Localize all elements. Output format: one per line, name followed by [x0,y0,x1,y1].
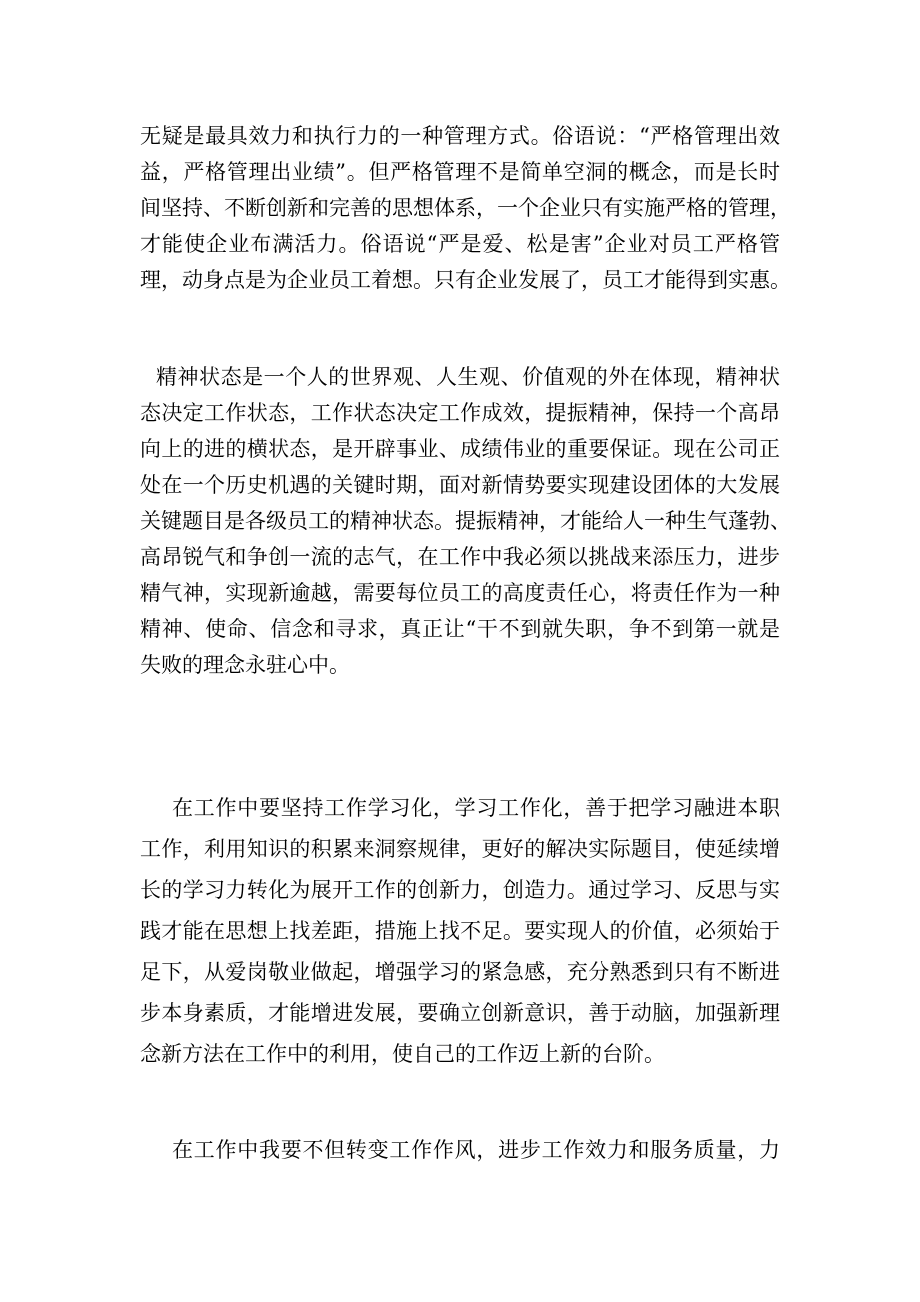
paragraph-1 [140,122,791,295]
paragraph-3 [140,794,780,1069]
paragraph-3-line: 践才能在思想上找差距，措施上找不足。要实现人的价值，必须始于 [140,919,780,943]
paragraph-2-line: 精神状态是一个人的世界观、人生观、价值观的外在体现，精神状 [156,365,780,389]
paragraph-1-line: 才能使企业布满活力。俗语说“严是爱、松是害”企业对员工严格管 [140,232,780,256]
paragraph-3-line: 长的学习力转化为展开工作的创新力，创造力。通过学习、反思与实 [140,878,780,902]
paragraph-2-line: 精神、使命、信念和寻求，真正让“干不到就失职，争不到第一就是 [140,617,780,641]
paragraph-2-line: 高昂锐气和争创一流的志气，在工作中我必须以挑战来添压力，进步 [140,545,780,569]
paragraph-4-line: 在工作中我要不但转变工作作风，进步工作效力和服务质量，力 [172,1138,780,1162]
paragraph-2-line: 精气神，实现新逾越，需要每位员工的高度责任心，将责任作为一种 [140,581,780,605]
paragraph-1-line: 理，动身点是为企业员工着想。只有企业发展了，员工才能得到实惠。 [140,268,791,292]
paragraph-2-line: 态决定工作状态，工作状态决定工作成效，提振精神，保持一个高昂 [140,401,780,425]
paragraph-1-line: 间坚持、不断创新和完善的思想体系，一个企业只有实施严格的管理， [140,196,791,220]
paragraph-2-line: 失败的理念永驻心中。 [140,653,350,677]
paragraph-2-line: 处在一个历史机遇的关键时期，面对新情势要实现建设团体的大发展 [140,473,780,497]
paragraph-3-line: 念新方法在工作中的利用，使自己的工作迈上新的台阶。 [140,1042,665,1066]
paragraph-3-line: 足下，从爱岗敬业做起，增强学习的紧急感，充分熟悉到只有不断进 [140,960,780,984]
paragraph-4 [140,1136,780,1165]
paragraph-3-line: 在工作中要坚持工作学习化，学习工作化，善于把学习融进本职 [172,796,780,820]
paragraph-2-line: 向上的进的横状态，是开辟事业、成绩伟业的重要保证。现在公司正 [140,437,780,461]
paragraph-1-line: 无疑是最具效力和执行力的一种管理方式。俗语说：“严格管理出效 [140,124,780,148]
paragraph-2 [140,363,791,680]
paragraph-2-line: 关键题目是各级员工的精神状态。提振精神，才能给人一种生气蓬勃、 [140,509,791,533]
paragraph-3-line: 工作，利用知识的积累来洞察规律，更好的解决实际题目，使延续增 [140,837,780,861]
paragraph-1-line: 益，严格管理出业绩”。但严格管理不是简单空洞的概念，而是长时 [140,160,780,184]
paragraph-3-line: 步本身素质，才能增进发展，要确立创新意识，善于动脑，加强新理 [140,1001,780,1025]
